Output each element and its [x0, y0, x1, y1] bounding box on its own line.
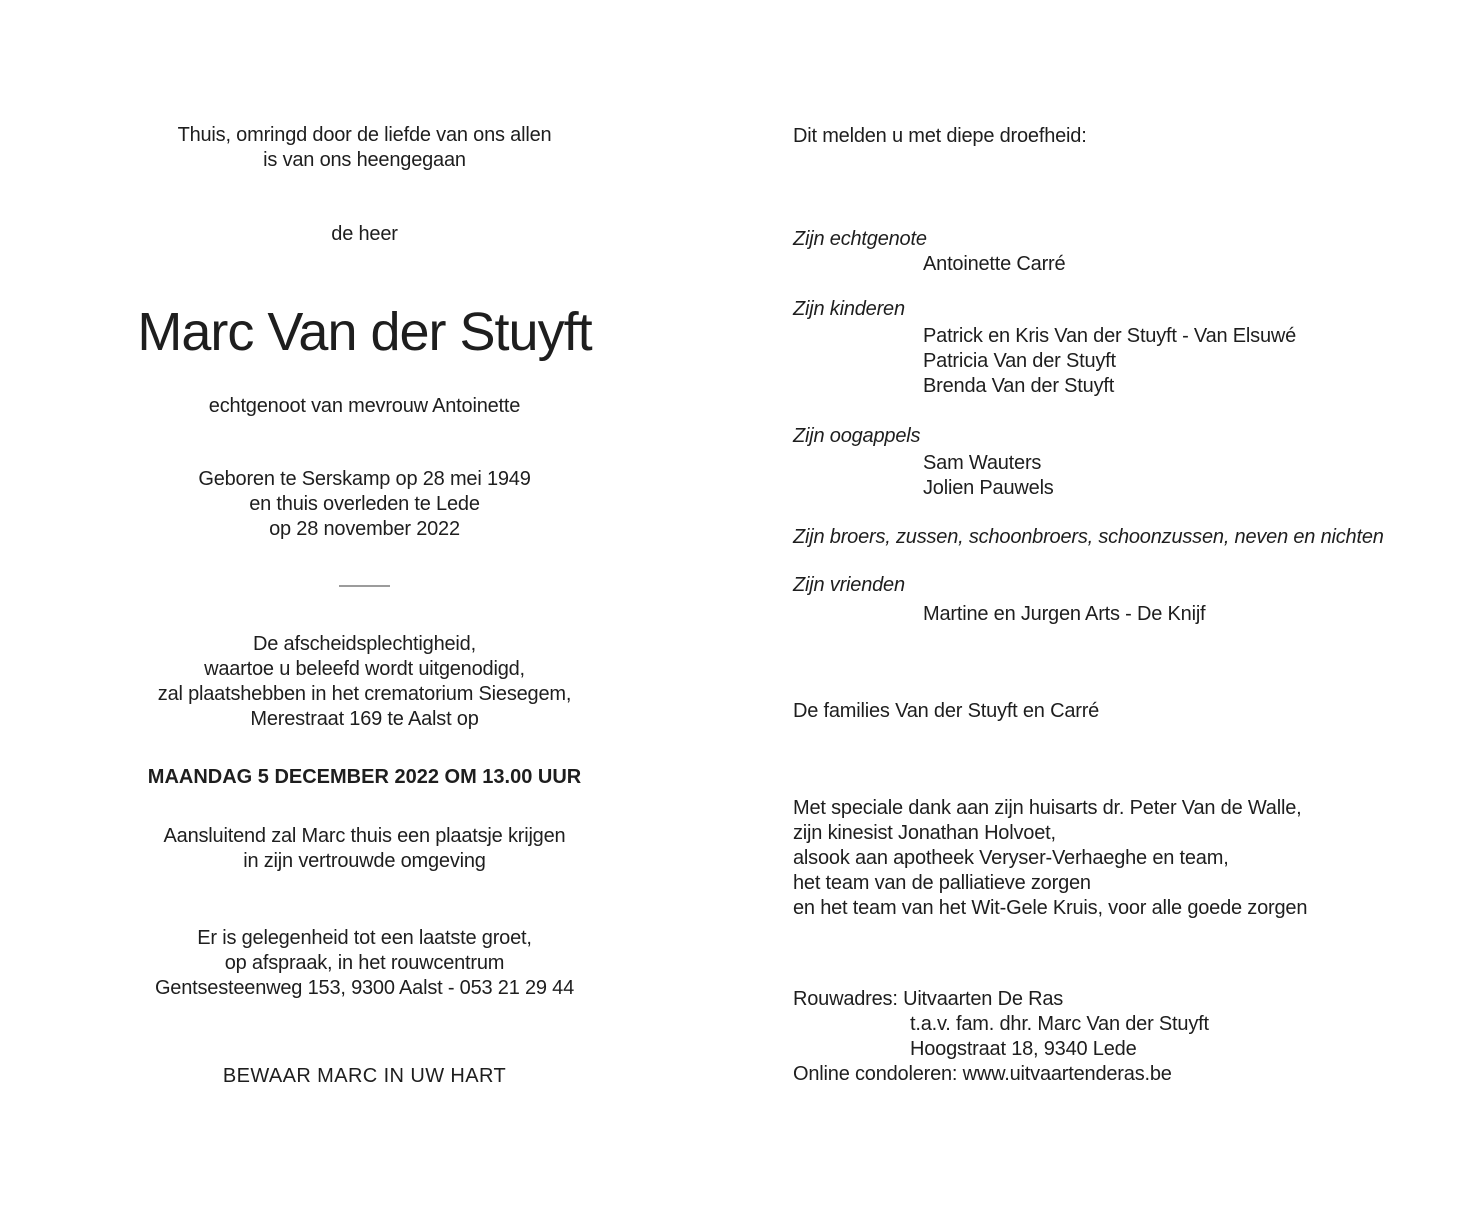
interment-line: Aansluitend zal Marc thuis een plaatsje krijgen [163, 825, 566, 847]
thanks-line: en het team van het Wit-Gele Kruis, voor alle goede zorgen [793, 897, 1308, 919]
relatives-group-friends [793, 573, 1473, 627]
families-line: De families Van der Stuyft en Carré [793, 700, 1100, 722]
relatives-group-grandchildren [793, 424, 1473, 501]
mourning-address [793, 987, 1473, 1087]
intro-line: is van ons heengegaan [263, 149, 466, 171]
mourning-address-line: Hoogstraat 18, 9340 Lede [910, 1038, 1137, 1060]
group-label-friends: Zijn vrienden [793, 574, 905, 596]
interment-note [94, 824, 635, 874]
group-name: Patrick en Kris Van der Stuyft - Van Elsuwé [923, 325, 1297, 347]
relatives-group-spouse [793, 227, 1473, 277]
relation-line: echtgenoot van mevrouw Antoinette [208, 395, 521, 417]
death-date-line: op 28 november 2022 [269, 518, 460, 540]
ceremony-line: waartoe u beleefd wordt uitgenodigd, [204, 658, 525, 680]
ceremony-datetime: MAANDAG 5 DECEMBER 2022 OM 13.00 UUR [147, 766, 582, 788]
group-label-grandchildren: Zijn oogappels [793, 425, 921, 447]
thanks-line: zijn kinesist Jonathan Holvoet, [793, 822, 1056, 844]
thanks-line: het team van de palliatieve zorgen [793, 872, 1091, 894]
mourning-address-line: t.a.v. fam. dhr. Marc Van der Stuyft [910, 1013, 1209, 1035]
group-name: Brenda Van der Stuyft [923, 375, 1115, 397]
last-greeting-line: Gentsesteenweg 153, 9300 Aalst - 053 21 29 44 [154, 977, 575, 999]
last-greeting [94, 926, 635, 1001]
thanks-line: alsook aan apotheek Veryser-Verhaeghe en team, [793, 847, 1229, 869]
group-name: Antoinette Carré [923, 253, 1066, 275]
divider-rule [339, 585, 390, 587]
acknowledgements [793, 796, 1473, 921]
mourning-address-line: Rouwadres: Uitvaarten De Ras [793, 988, 1064, 1010]
ceremony-line: Merestraat 169 te Aalst op [250, 708, 479, 730]
salutation: de heer [331, 223, 398, 245]
group-name: Patricia Van der Stuyft [923, 350, 1116, 372]
deceased-name: Marc Van der Stuyft [137, 302, 592, 362]
last-greeting-line: Er is gelegenheid tot een laatste groet, [197, 927, 532, 949]
relatives-group-siblings: Zijn broers, zussen, schoonbroers, schoonzussen, neven en nichten [793, 526, 1384, 548]
group-label-spouse: Zijn echtgenote [793, 228, 927, 250]
birth-line: Geboren te Serskamp op 28 mei 1949 [198, 468, 531, 490]
group-name: Sam Wauters [923, 452, 1042, 474]
ceremony-line: De afscheidsplechtigheid, [253, 633, 476, 655]
group-label-children: Zijn kinderen [793, 298, 905, 320]
closing-motto: BEWAAR MARC IN UW HART [222, 1065, 507, 1087]
interment-line: in zijn vertrouwde omgeving [243, 850, 486, 872]
ceremony-line: zal plaatshebben in het crematorium Siesegem, [157, 683, 572, 705]
life-dates [94, 467, 635, 542]
thanks-line: Met speciale dank aan zijn huisarts dr. Peter Van de Walle, [793, 797, 1302, 819]
ceremony-invitation [94, 632, 635, 732]
death-place-line: en thuis overleden te Lede [249, 493, 480, 515]
online-condolences-line: Online condoleren: www.uitvaartenderas.be [793, 1063, 1172, 1085]
announcement-line: Dit melden u met diepe droefheid: [793, 125, 1087, 147]
last-greeting-line: op afspraak, in het rouwcentrum [224, 952, 505, 974]
group-name: Martine en Jurgen Arts - De Knijf [923, 603, 1206, 625]
intro-line: Thuis, omringd door de liefde van ons allen [177, 124, 552, 146]
group-name: Jolien Pauwels [923, 477, 1054, 499]
relatives-group-children [793, 297, 1473, 399]
intro-verse [94, 123, 635, 173]
